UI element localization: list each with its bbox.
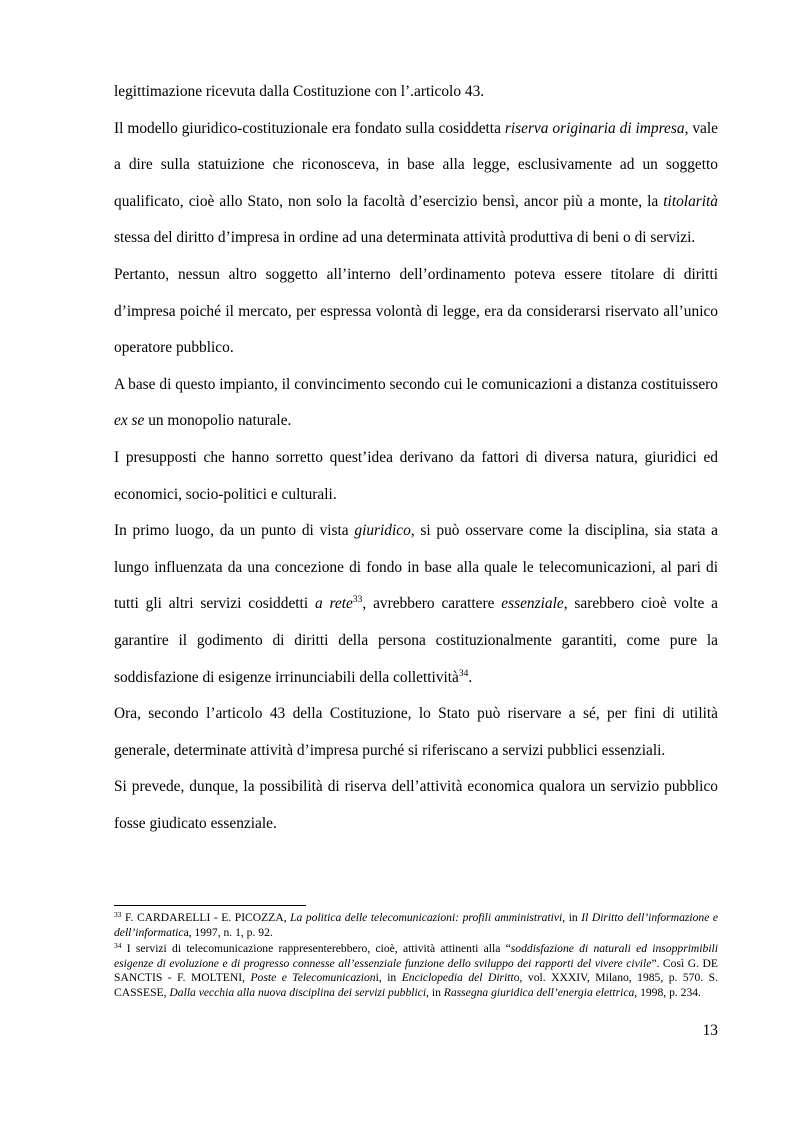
text-run: , in [426,985,444,999]
text-run: I servizi di telecomunicazione rappresenterebbero, cioè, attività attinenti alla “ [121,942,511,956]
paragraph: Si prevede, dunque, la possibilità di riserva dell’attività economica qualora un servizio pubblico fosse giudicato essenziale. [114,778,718,832]
paragraph [114,367,718,440]
text-run: . [468,668,473,686]
text-run: A base di questo impianto, il convincimento secondo cui le comunicazioni a distanza costituissero [114,375,718,393]
text-run: ”. Così G. DE SANCTIS - F. MOLTENI, [114,956,718,985]
footnotes [114,911,718,1003]
italic-quote: soddisfazione di naturali ed insopprimibili esigenze di evoluzione e di progresso connesse all’essenziale funzione dello sviluppo dei rapporti del vivere civile [114,942,718,970]
text-run: , 1998, p. 234. [634,985,701,999]
text-run: , avrebbero carattere [362,595,502,613]
italic-title: Rassegna giuridica dell’energia elettrica [443,985,635,999]
paragraph: legittimazione ricevuta dalla Costituzione con l’.articolo 43. [114,83,485,100]
text-run: F. CARDARELLI - E. PICOZZA, [121,911,291,924]
italic-term: riserva originaria di impresa [504,119,685,137]
body-text [114,74,718,842]
italic-term: a rete [314,595,353,613]
text-run: , si può osservare come la disciplina, sia stata a lungo influenzata da una concezione di fondo in base alla quale le telecomunicazioni, al pari di tutti gli altri servizi cosiddetti [114,522,718,613]
footnote-ref-34[interactable]: 34 [458,668,469,679]
text-run: , vale a dire sulla statuizione che riconosceva, in base alla legge, esclusivamente ad un soggetto qualificato, cioè allo Stato, non solo la facoltà d’esercizio bensì, ancor più a monte, la [114,119,718,210]
footnote-33 [114,911,718,940]
footnote-number: 33 [114,910,122,919]
paragraph [114,111,718,257]
text-run: , sarebbero cioè volte a garantire il godimento di diritti della persona costituzionalmente garantiti, come pure la soddisfazione di esigenze irrinunciabili della collettività [114,595,719,686]
text-run: i, in [375,971,402,985]
footnote-number: 34 [114,941,122,951]
footnote-34 [114,942,718,1000]
text-run: , in [562,911,582,924]
italic-term: giuridico [354,522,411,540]
text-run: In primo luogo, da un punto di vista [114,522,355,540]
text-run: o, vol. XXXIV, Milano, 1985, p. 570. S. CASSESE, [114,971,718,999]
italic-title: La politica delle telecomunicazioni: profili amministrativi [290,911,563,924]
paragraph: I presupposti che hanno sorretto quest’idea derivano da fattori di diversa natura, giuridici ed economici, socio-politici e culturali. [114,448,718,503]
italic-term: ex se [114,412,145,430]
paragraph: Pertanto, nessun altro soggetto all’interno dell’ordinamento poteva essere titolare di diritti d’impresa poiché il mercato, per espressa volontà di legge, era da considerarsi riservato all’unico operatore pubblico. [114,265,718,357]
italic-title: Il Diritto dell’informazione e dell’informatic [114,911,718,939]
text-run: stessa del diritto d’impresa in ordine ad una determinata attività produttiva di beni o di servizi. [114,229,696,247]
italic-title: Enciclopedia del Diritt [401,971,514,985]
text-run: a, 1997, n. 1, p. 92. [183,925,273,939]
italic-term: titolarità [663,192,718,210]
page-number: 13 [702,1022,718,1039]
footnote-separator [114,905,306,906]
paragraph: Ora, secondo l’articolo 43 della Costituzione, lo Stato può riservare a sé, per fini di utilità generale, determinate attività d’impresa purché si riferiscano a servizi pubblici essenziali. [114,705,718,759]
paragraph [114,513,718,696]
italic-title: Dalla vecchia alla nuova disciplina dei servizi pubblici [169,985,427,999]
footnote-ref-33[interactable]: 33 [352,595,363,606]
text-run: un monopolio naturale. [144,412,292,430]
italic-title: Poste e Telecomunicazion [250,971,376,985]
text-run: Il modello giuridico-costituzionale era fondato sulla cosiddetta [114,119,505,137]
italic-term: essenziale [501,595,564,613]
